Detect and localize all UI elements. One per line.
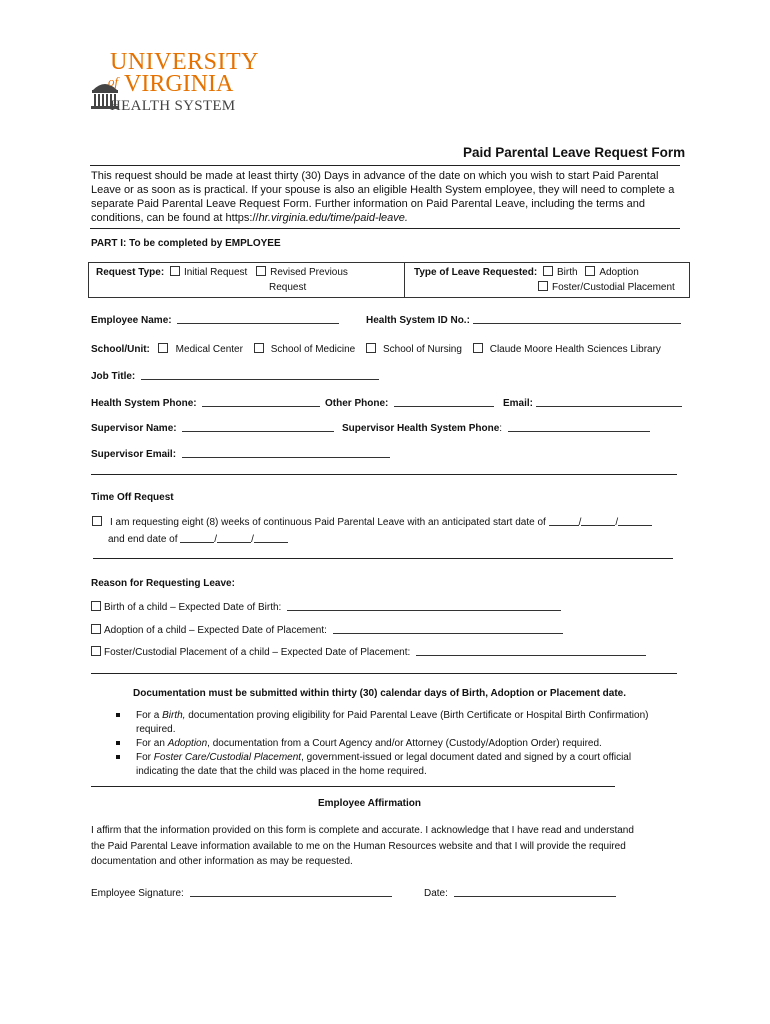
reason-adoption-checkbox[interactable] bbox=[91, 624, 101, 634]
reason-foster-row bbox=[91, 645, 646, 660]
employee-name-field[interactable] bbox=[177, 313, 339, 324]
email-label: Email: bbox=[503, 398, 534, 409]
sup-phone-colon: : bbox=[499, 423, 503, 434]
hs-id-field[interactable] bbox=[473, 313, 681, 324]
bullet-icon bbox=[116, 755, 120, 759]
school-of-medicine-label: School of Medicine bbox=[270, 344, 356, 355]
other-phone-label: Other Phone: bbox=[325, 398, 389, 409]
hs-phone-row bbox=[91, 396, 320, 411]
intro-body: This request should be made at least thirty (30) Days in advance of the date on which you wish to start Paid Parental Leave or as soon as is practical. If your spouse is also an eligible Health System employee, they will need to complete a separate Paid Parental Leave Request Form. Further information on Paid Parental Leave, including the terms and conditions, can be found at https:// bbox=[91, 170, 675, 224]
start-slash-2: / bbox=[615, 517, 619, 528]
birth-date-field[interactable] bbox=[287, 600, 561, 611]
sup-phone-row bbox=[342, 421, 650, 436]
hs-id-row bbox=[366, 313, 681, 328]
bullet-icon bbox=[116, 713, 120, 717]
email-field[interactable] bbox=[536, 396, 682, 407]
foster-label: Foster/Custodial Placement bbox=[552, 282, 675, 293]
section-rule-2 bbox=[93, 558, 673, 559]
title-rule bbox=[90, 165, 680, 166]
part1-heading: PART I: To be completed by EMPLOYEE bbox=[91, 238, 281, 249]
school-unit-label: School/Unit: bbox=[91, 344, 150, 355]
docs-item-foster-cont bbox=[136, 765, 648, 779]
end-day-field[interactable] bbox=[217, 532, 251, 543]
intro-rule bbox=[90, 228, 680, 229]
docs-item-birth bbox=[136, 709, 648, 723]
affirmation-line1: I affirm that the information provided on this form is complete and accurate. I acknowledge that I have read and understand bbox=[91, 825, 634, 836]
reason-adoption-label: Adoption of a child – Expected Date of Placement: bbox=[104, 625, 327, 636]
medical-center-label: Medical Center bbox=[175, 344, 243, 355]
docs-b3-post: , government-issued or legal document dated and signed by a court official bbox=[301, 752, 632, 763]
docs-b3-em: Foster Care/Custodial Placement bbox=[153, 752, 302, 763]
reason-adoption-row bbox=[91, 623, 563, 638]
signature-field[interactable] bbox=[190, 886, 392, 897]
email-row bbox=[503, 396, 682, 411]
affirmation-text bbox=[91, 823, 634, 870]
time-off-text: I am requesting eight (8) weeks of continuous Paid Parental Leave with an anticipated start date of bbox=[110, 517, 546, 528]
job-title-field[interactable] bbox=[141, 369, 379, 380]
leave-type-row bbox=[414, 266, 639, 280]
section-rule-1 bbox=[91, 474, 677, 475]
docs-b1-l2: required. bbox=[136, 724, 176, 735]
docs-b1-pre: For a bbox=[136, 710, 163, 721]
docs-item-foster bbox=[136, 751, 648, 765]
hs-phone-label: Health System Phone: bbox=[91, 398, 197, 409]
start-month-field[interactable] bbox=[549, 515, 579, 526]
docs-b2-post: , documentation from a Court Agency and/or Attorney (Custody/Adoption Order) required. bbox=[207, 738, 602, 749]
medical-center-checkbox[interactable] bbox=[158, 343, 168, 353]
start-slash-1: / bbox=[578, 517, 582, 528]
docs-heading: Documentation must be submitted within thirty (30) calendar days of Birth, Adoption or Placement date. bbox=[133, 688, 627, 699]
school-of-nursing-label: School of Nursing bbox=[383, 344, 462, 355]
initial-request-label: Initial Request bbox=[183, 267, 248, 278]
sup-phone-label: Supervisor Health System Phone bbox=[342, 423, 500, 434]
birth-checkbox[interactable] bbox=[543, 266, 553, 276]
school-unit-row bbox=[91, 343, 661, 357]
start-day-field[interactable] bbox=[578, 515, 615, 528]
sup-email-row bbox=[91, 447, 390, 462]
docs-b3-l2: indicating the date that the child was placed in the home required. bbox=[136, 766, 427, 777]
time-off-line1 bbox=[92, 515, 652, 530]
reason-birth-label: Birth of a child – Expected Date of Birth: bbox=[104, 602, 282, 613]
foster-option bbox=[538, 281, 675, 295]
foster-date-field[interactable] bbox=[416, 645, 646, 656]
logo bbox=[88, 50, 258, 120]
affirmation-line2: the Paid Parental Leave information available to me on the Human Resources website and that I will provide the required bbox=[91, 840, 626, 852]
revised-request-checkbox[interactable] bbox=[256, 266, 266, 276]
request-type-label: Request Type: bbox=[96, 267, 165, 278]
reason-birth-checkbox[interactable] bbox=[91, 601, 101, 611]
logo-health-system: HEALTH SYSTEM bbox=[110, 98, 236, 114]
logo-of: of bbox=[108, 74, 119, 89]
date-label: Date: bbox=[424, 888, 448, 899]
bullet-icon bbox=[116, 741, 120, 745]
docs-b1-em: Birth, bbox=[162, 710, 186, 721]
revised-request-label-2: Request bbox=[269, 282, 307, 293]
docs-b3-pre: For bbox=[136, 752, 154, 763]
hs-id-label: Health System ID No.: bbox=[366, 315, 470, 326]
reason-foster-label: Foster/Custodial Placement of a child – Expected Date of Placement: bbox=[104, 647, 411, 658]
docs-b2-pre: For an bbox=[136, 738, 168, 749]
employee-name-row bbox=[91, 313, 339, 328]
docs-item-adoption bbox=[136, 737, 648, 751]
birth-label: Birth bbox=[556, 267, 578, 278]
date-field[interactable] bbox=[454, 886, 616, 897]
adoption-checkbox[interactable] bbox=[585, 266, 595, 276]
sup-phone-field[interactable] bbox=[508, 421, 650, 432]
claude-moore-checkbox[interactable] bbox=[473, 343, 483, 353]
other-phone-row bbox=[325, 396, 494, 411]
initial-request-checkbox[interactable] bbox=[170, 266, 180, 276]
docs-item-birth-cont bbox=[136, 723, 648, 737]
end-slash-1: / bbox=[214, 534, 218, 545]
leave-type-label: Type of Leave Requested: bbox=[414, 267, 538, 278]
foster-checkbox[interactable] bbox=[538, 281, 548, 291]
reason-heading: Reason for Requesting Leave: bbox=[91, 578, 235, 589]
claude-moore-label: Claude Moore Health Sciences Library bbox=[489, 344, 661, 355]
end-year-field[interactable] bbox=[254, 532, 288, 543]
signature-label: Employee Signature: bbox=[91, 888, 184, 899]
job-title-row bbox=[91, 369, 379, 384]
reason-foster-checkbox[interactable] bbox=[91, 646, 101, 656]
affirmation-heading: Employee Affirmation bbox=[318, 798, 421, 809]
time-off-checkbox[interactable] bbox=[92, 516, 102, 526]
start-year-field[interactable] bbox=[618, 515, 652, 526]
end-date-label: and end date of bbox=[108, 534, 178, 545]
page-title: Paid Parental Leave Request Form bbox=[463, 145, 686, 160]
logo-university: UNIVERSITY bbox=[110, 49, 259, 75]
affirmation-line3: documentation and other information as may be requested. bbox=[91, 856, 353, 867]
hs-phone-field[interactable] bbox=[202, 396, 320, 407]
revised-request-label: Revised Previous bbox=[270, 267, 348, 278]
end-month-field[interactable] bbox=[180, 532, 214, 543]
sup-name-label: Supervisor Name: bbox=[91, 423, 177, 434]
logo-virginia: VIRGINIA bbox=[124, 71, 234, 97]
section-rule-4 bbox=[91, 786, 615, 787]
request-type-row bbox=[96, 266, 348, 280]
box-divider bbox=[404, 262, 405, 298]
employee-name-label: Employee Name: bbox=[91, 315, 172, 326]
date-row bbox=[424, 886, 616, 901]
end-slash-2: / bbox=[251, 534, 254, 545]
sup-email-field[interactable] bbox=[182, 447, 390, 458]
time-off-line2 bbox=[108, 532, 288, 547]
docs-b1-post: documentation proving eligibility for Paid Parental Leave (Birth Certificate or Hospital Birth Confirmation) bbox=[185, 710, 649, 721]
sup-name-row bbox=[91, 421, 334, 436]
sup-name-field[interactable] bbox=[182, 421, 334, 432]
adoption-label: Adoption bbox=[599, 267, 639, 278]
job-title-label: Job Title: bbox=[91, 371, 136, 382]
other-phone-field[interactable] bbox=[394, 396, 494, 407]
section-rule-3 bbox=[91, 673, 677, 674]
reason-birth-row bbox=[91, 600, 561, 615]
docs-list bbox=[136, 709, 648, 779]
school-of-nursing-checkbox[interactable] bbox=[366, 343, 376, 353]
school-of-medicine-checkbox[interactable] bbox=[254, 343, 264, 353]
intro-link[interactable]: hr.virginia.edu/time/paid-leave. bbox=[258, 212, 408, 224]
sup-email-label: Supervisor Email: bbox=[91, 449, 177, 460]
intro-text bbox=[91, 169, 683, 225]
signature-row bbox=[91, 886, 392, 901]
adoption-date-field[interactable] bbox=[333, 623, 563, 634]
time-off-heading: Time Off Request bbox=[91, 492, 174, 503]
docs-b2-em: Adoption bbox=[167, 738, 208, 749]
